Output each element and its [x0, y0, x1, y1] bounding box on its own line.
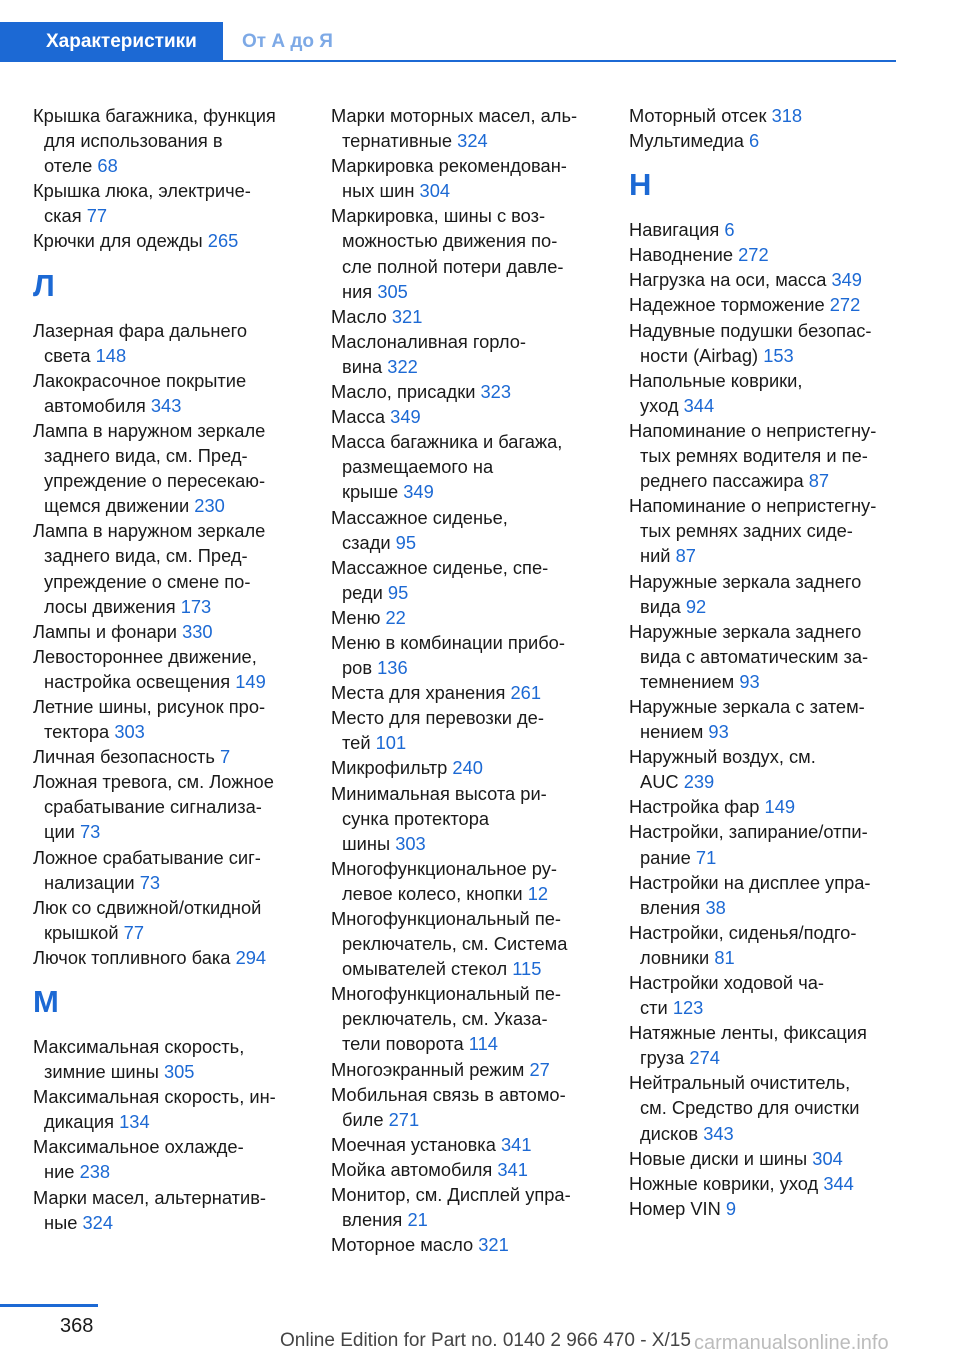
index-entry: [629, 1070, 899, 1145]
page-link[interactable]: 349: [390, 406, 421, 428]
entry-text: Микрофильтр: [331, 757, 448, 779]
entry-text: Минимальная высота ри-: [331, 782, 547, 804]
index-entry: [629, 619, 899, 694]
entry-text: Максимальная скорость, ин-: [33, 1086, 276, 1108]
entry-text: шины: [342, 832, 391, 854]
entry-text: Левостороннее движение,: [33, 645, 257, 667]
entry-text: Максимальное охлажде-: [33, 1136, 244, 1158]
index-entry: [33, 368, 303, 418]
entry-text: ции: [44, 821, 75, 843]
entry-text: уход: [640, 394, 679, 416]
entry-text: Новые диски и шины: [629, 1147, 808, 1169]
entry-text: сзади: [342, 531, 391, 553]
entry-text: Марки моторных масел, аль-: [331, 105, 578, 126]
page-link[interactable]: 81: [714, 946, 735, 968]
entry-text: вида: [640, 595, 681, 617]
page-link[interactable]: 271: [388, 1108, 420, 1130]
index-entry: [331, 404, 601, 429]
entry-text: реднего пассажира: [640, 470, 804, 492]
index-entry: [33, 518, 303, 618]
entry-text: Меню: [331, 606, 381, 628]
entry-text: Массажное сиденье,: [331, 506, 508, 528]
page-link[interactable]: 341: [497, 1158, 528, 1180]
entry-text: Место для перевозки де-: [331, 707, 544, 729]
index-entry: [629, 569, 899, 619]
page-link[interactable]: 305: [163, 1061, 195, 1083]
entry-text: крыше: [342, 481, 399, 503]
entry-text: реключатель, см. Указа-: [342, 1008, 548, 1030]
page-link[interactable]: 272: [738, 244, 769, 266]
entry-text: Лампа в наружном зеркале: [33, 419, 266, 441]
entry-text: вления: [342, 1209, 403, 1231]
entry-text: тей: [342, 732, 371, 754]
page-link[interactable]: 77: [86, 205, 108, 227]
entry-text: Ложная тревога, см. Ложное: [33, 771, 274, 793]
entry-text: Маслоналивная горло-: [331, 330, 526, 352]
entry-text: зимние шины: [44, 1061, 159, 1083]
entry-text: дисков: [640, 1122, 699, 1144]
entry-text: Масса багажника и багажа,: [331, 431, 563, 453]
entry-text: Крышка люка, электриче-: [33, 180, 251, 202]
entry-text: Многофункциональный пе-: [331, 983, 561, 1005]
index-entry: [331, 1182, 601, 1232]
entry-text: Люк со сдвижной/откидной: [33, 896, 262, 918]
entry-text: темнением: [640, 670, 735, 692]
index-entry: [629, 128, 899, 153]
page-link[interactable]: 318: [771, 105, 803, 126]
index-entry: [33, 694, 303, 744]
page-link[interactable]: 330: [182, 620, 213, 642]
page-link[interactable]: 344: [823, 1172, 854, 1194]
entry-text: Места для хранения: [331, 682, 506, 704]
index-entry: [629, 217, 899, 242]
page-link[interactable]: 87: [675, 545, 696, 567]
index-entry: [331, 856, 601, 906]
entry-text: см. Средство для очистки: [640, 1097, 860, 1119]
entry-text: тели поворота: [342, 1033, 464, 1055]
page-link[interactable]: 22: [385, 606, 406, 628]
entry-text: Меню в комбинации прибо-: [331, 631, 565, 653]
entry-text: сти: [640, 997, 668, 1019]
entry-text: Лючок топливного бака: [33, 946, 231, 968]
entry-text: автомобиля: [44, 394, 146, 416]
entry-text: Лакокрасочное покрытие: [33, 369, 247, 391]
edition-note: Online Edition for Part no. 0140 2 966 470 - X/15: [280, 1330, 691, 1351]
index-entry: [629, 1020, 899, 1070]
page-link[interactable]: 153: [763, 344, 794, 366]
index-entry: [33, 644, 303, 694]
page-link[interactable]: 92: [685, 595, 707, 617]
index-entry: [331, 1057, 601, 1082]
page-link[interactable]: 303: [395, 832, 426, 854]
index-entry: [331, 304, 601, 329]
index-entry: [331, 906, 601, 981]
index-entry: [33, 1034, 303, 1084]
page-link[interactable]: 324: [457, 130, 488, 152]
index-entry: [331, 1232, 601, 1257]
page-link[interactable]: 95: [395, 531, 417, 553]
page-link[interactable]: 136: [377, 657, 408, 679]
entry-text: Настройки, запирание/отпи-: [629, 821, 868, 843]
index-entry: [331, 630, 601, 680]
page-link[interactable]: 6: [724, 219, 735, 241]
page-link[interactable]: 344: [683, 394, 715, 416]
index-entry: [629, 318, 899, 368]
page-link[interactable]: 304: [812, 1147, 843, 1169]
entry-text: щемся движении: [44, 495, 190, 517]
entry-text: Моторное масло: [331, 1234, 474, 1256]
page-link[interactable]: 95: [387, 581, 409, 603]
entry-text: Масло: [331, 305, 387, 327]
index-entry: [331, 1132, 601, 1157]
page-link[interactable]: 149: [764, 796, 796, 818]
entry-text: ров: [342, 657, 373, 679]
index-entry: [33, 318, 303, 368]
entry-text: Номер VIN: [629, 1197, 721, 1219]
index-entry: [629, 368, 899, 418]
index-entry: [33, 845, 303, 895]
page-link[interactable]: 343: [703, 1122, 734, 1144]
index-entry: [331, 103, 601, 153]
index-entry: [629, 267, 899, 292]
page-link[interactable]: 73: [139, 871, 161, 893]
page-link[interactable]: 322: [387, 355, 418, 377]
index-entry: [331, 555, 601, 605]
index-entry: [629, 920, 899, 970]
index-entry: [629, 970, 899, 1020]
entry-text: ние: [44, 1161, 75, 1183]
index-entry: [33, 895, 303, 945]
entry-text: Напоминание о непристегну-: [629, 419, 877, 441]
index-entry: [629, 292, 899, 317]
page-link[interactable]: 349: [831, 269, 862, 291]
entry-text: для использования в: [44, 130, 223, 152]
index-entry: [629, 418, 899, 493]
index-entry: [331, 329, 601, 379]
page-link[interactable]: 239: [683, 771, 715, 793]
entry-text: биле: [342, 1108, 384, 1130]
index-entry: [629, 794, 899, 819]
page-link[interactable]: 261: [510, 682, 542, 704]
entry-text: Крышка багажника, функция: [33, 105, 276, 126]
entry-text: Марки масел, альтернатив-: [33, 1186, 266, 1208]
entry-text: Нейтральный очиститель,: [629, 1072, 851, 1094]
index-entry: [331, 1082, 601, 1132]
tab-characteristics-label: Характеристики: [46, 31, 197, 52]
entry-text: Массажное сиденье, спе-: [331, 556, 549, 578]
index-entry: [331, 781, 601, 856]
page-link[interactable]: 303: [114, 721, 145, 743]
entry-text: отеле: [44, 155, 93, 177]
entry-text: Нагрузка на оси, масса: [629, 269, 827, 291]
index-entry: [629, 744, 899, 794]
entry-text: омывателей стекол: [342, 958, 508, 980]
page-link[interactable]: 12: [527, 882, 549, 904]
entry-text: тых ремнях водителя и пе-: [640, 445, 868, 467]
entry-text: Навигация: [629, 219, 720, 241]
index-entry: [33, 945, 303, 970]
page-link[interactable]: 272: [829, 294, 861, 316]
index-entry: [629, 1146, 899, 1171]
entry-text: Мобильная связь в автомо-: [331, 1083, 566, 1105]
page-link[interactable]: 323: [480, 381, 512, 403]
tab-a-to-z-label: От А до Я: [242, 31, 333, 52]
entry-text: Надежное торможение: [629, 294, 825, 316]
entry-text: Маркировка, шины с воз-: [331, 205, 546, 227]
page-link[interactable]: 341: [500, 1133, 532, 1155]
index-entry: [629, 493, 899, 568]
entry-text: рание: [640, 846, 691, 868]
entry-text: Напольные коврики,: [629, 369, 803, 391]
tab-a-to-z[interactable]: [242, 22, 333, 62]
footer-divider: [0, 1304, 98, 1307]
entry-text: размещаемого на: [342, 456, 494, 478]
page-link[interactable]: 240: [452, 757, 483, 779]
section-letter: Н: [629, 167, 652, 203]
index-entry: [629, 1196, 899, 1221]
entry-text: дикация: [44, 1111, 115, 1133]
entry-text: вления: [640, 896, 701, 918]
entry-text: Мультимедиа: [629, 130, 744, 152]
entry-text: нализации: [44, 871, 135, 893]
entry-text: Масло, присадки: [331, 381, 476, 403]
entry-text: Моторный отсек: [629, 105, 767, 126]
section-letter: Л: [33, 267, 55, 303]
entry-text: Лампа в наружном зеркале: [33, 520, 266, 542]
index-entry: [331, 429, 601, 504]
index-entry: [629, 694, 899, 744]
tab-characteristics[interactable]: [0, 22, 223, 62]
entry-text: Лазерная фара дальнего: [33, 319, 248, 341]
index-entry: [33, 178, 303, 228]
page-number: 368: [60, 1315, 94, 1337]
entry-text: Масса: [331, 406, 386, 428]
index-entry: [33, 103, 303, 178]
page-link[interactable]: 9: [725, 1197, 737, 1219]
index-entry: [331, 379, 601, 404]
entry-text: ные: [44, 1211, 78, 1233]
index-entry: [33, 1134, 303, 1184]
entry-text: можностью движения по-: [342, 230, 558, 252]
entry-text: ности (Airbag): [640, 344, 759, 366]
entry-text: тых ремнях задних сиде-: [640, 520, 853, 542]
index-entry: [331, 705, 601, 755]
entry-text: Многоэкранный режим: [331, 1058, 525, 1080]
entry-text: заднего вида, см. Пред-: [44, 545, 248, 567]
index-entry: [33, 1185, 303, 1235]
entry-text: Крючки для одежды: [33, 230, 203, 252]
entry-text: Маркировка рекомендован-: [331, 155, 567, 177]
index-entry: [331, 680, 601, 705]
index-entry: [331, 981, 601, 1056]
index-entry: [629, 870, 899, 920]
entry-text: Ножные коврики, уход: [629, 1172, 819, 1194]
entry-text: ний: [640, 545, 671, 567]
entry-text: Максимальная скорость,: [33, 1036, 245, 1057]
entry-text: Надувные подушки безопас-: [629, 319, 872, 341]
page-link[interactable]: 114: [468, 1033, 498, 1055]
entry-text: сунка протектора: [342, 807, 490, 829]
page-link[interactable]: 149: [235, 670, 266, 692]
entry-text: реди: [342, 581, 383, 603]
page-link[interactable]: 304: [419, 180, 451, 202]
page-link[interactable]: 294: [235, 946, 267, 968]
page-link[interactable]: 21: [407, 1209, 428, 1231]
index-entry: [331, 153, 601, 203]
index-entry: [331, 505, 601, 555]
page-link[interactable]: 73: [80, 821, 101, 843]
page-link[interactable]: 93: [739, 670, 760, 692]
entry-text: упреждение о смене по-: [44, 570, 251, 592]
entry-text: ных шин: [342, 180, 415, 202]
entry-text: Наружный воздух, см.: [629, 746, 816, 768]
entry-text: заднего вида, см. Пред-: [44, 445, 248, 467]
entry-text: Натяжные ленты, фиксация: [629, 1022, 867, 1044]
page-link[interactable]: 101: [375, 732, 407, 754]
page-link[interactable]: 87: [808, 470, 830, 492]
page-link[interactable]: 173: [180, 595, 212, 617]
entry-text: реключатель, см. Система: [342, 933, 568, 955]
page-link[interactable]: 115: [512, 958, 542, 980]
entry-text: крышкой: [44, 921, 119, 943]
entry-text: Многофункциональный пе-: [331, 908, 561, 929]
index-column-3: [629, 103, 899, 1221]
entry-text: груза: [640, 1047, 685, 1069]
index-entry: [33, 619, 303, 644]
index-entry: [629, 819, 899, 869]
page-link[interactable]: 148: [95, 344, 127, 366]
header-divider: [0, 60, 896, 62]
entry-text: Настройки на дисплее упра-: [629, 871, 871, 893]
index-entry: [33, 418, 303, 518]
index-entry: [629, 1171, 899, 1196]
entry-text: Наружные зеркала заднего: [629, 620, 862, 642]
index-entry: [33, 228, 303, 253]
index-entry: [629, 103, 899, 128]
entry-text: Монитор, см. Дисплей упра-: [331, 1184, 571, 1206]
page-link[interactable]: 238: [79, 1161, 111, 1183]
entry-text: упреждение о пересекаю-: [44, 470, 266, 492]
entry-text: Многофункциональное ру-: [331, 857, 557, 879]
index-entry: [331, 605, 601, 630]
entry-text: настройка освещения: [44, 670, 231, 692]
index-entry: [33, 1084, 303, 1134]
entry-text: Ложное срабатывание сиг-: [33, 846, 261, 868]
index-entry: [33, 744, 303, 769]
entry-text: Настройки ходовой ча-: [629, 972, 824, 993]
entry-text: Летние шины, рисунок про-: [33, 695, 266, 717]
entry-text: Мойка автомобиля: [331, 1158, 493, 1180]
page-link[interactable]: 321: [478, 1234, 509, 1256]
page-link[interactable]: 71: [695, 846, 717, 868]
page-link[interactable]: 68: [97, 155, 118, 177]
page-link[interactable]: 38: [705, 896, 726, 918]
entry-text: лосы движения: [44, 595, 176, 617]
entry-text: вида с автоматическим за-: [640, 645, 869, 667]
page-link[interactable]: 265: [207, 230, 239, 252]
entry-text: ния: [342, 280, 373, 302]
page-link[interactable]: 349: [403, 481, 434, 503]
page-link[interactable]: 274: [689, 1047, 720, 1069]
page-link[interactable]: 7: [219, 746, 231, 768]
index-entry: [331, 1157, 601, 1182]
page-link[interactable]: 343: [150, 394, 182, 416]
entry-text: ская: [44, 205, 82, 227]
page-link[interactable]: 305: [377, 280, 408, 302]
page-link[interactable]: 230: [194, 495, 225, 517]
index-entry: [331, 755, 601, 780]
entry-text: Моечная установка: [331, 1133, 496, 1155]
entry-text: вина: [342, 355, 383, 377]
page-link[interactable]: 6: [749, 130, 760, 152]
entry-text: AUC: [640, 771, 679, 793]
page-link[interactable]: 134: [119, 1111, 150, 1133]
watermark: carmanualsonline.info: [694, 1332, 889, 1354]
page-link[interactable]: 321: [391, 305, 423, 327]
entry-text: тернативные: [342, 130, 453, 152]
entry-text: ловники: [640, 946, 710, 968]
page-link[interactable]: 324: [82, 1211, 114, 1233]
entry-text: Настройки, сиденья/подго-: [629, 921, 857, 943]
page-link[interactable]: 77: [123, 921, 144, 943]
entry-text: срабатывание сигнализа-: [44, 796, 262, 818]
index-column-2: [331, 103, 601, 1257]
entry-text: левое колесо, кнопки: [342, 882, 523, 904]
page-link[interactable]: 93: [708, 721, 729, 743]
page-link[interactable]: 123: [672, 997, 704, 1019]
entry-text: Наводнение: [629, 244, 734, 266]
entry-text: Наружные зеркала заднего: [629, 570, 862, 592]
page-link[interactable]: 27: [529, 1058, 550, 1080]
section-letter: М: [33, 984, 59, 1019]
index-column-1: [33, 103, 303, 1235]
entry-text: Настройка фар: [629, 796, 760, 818]
index-entry: [33, 769, 303, 844]
entry-text: тектора: [44, 721, 110, 743]
entry-text: сле полной потери давле-: [342, 255, 564, 277]
entry-text: Напоминание о непристегну-: [629, 495, 877, 517]
entry-text: Личная безопасность: [33, 746, 215, 768]
entry-text: нением: [640, 721, 704, 743]
index-entry: [331, 203, 601, 303]
entry-text: Лампы и фонари: [33, 620, 177, 642]
entry-text: Наружные зеркала с затем-: [629, 695, 865, 717]
entry-text: света: [44, 344, 91, 366]
page-header: [0, 0, 960, 64]
index-entry: [629, 242, 899, 267]
